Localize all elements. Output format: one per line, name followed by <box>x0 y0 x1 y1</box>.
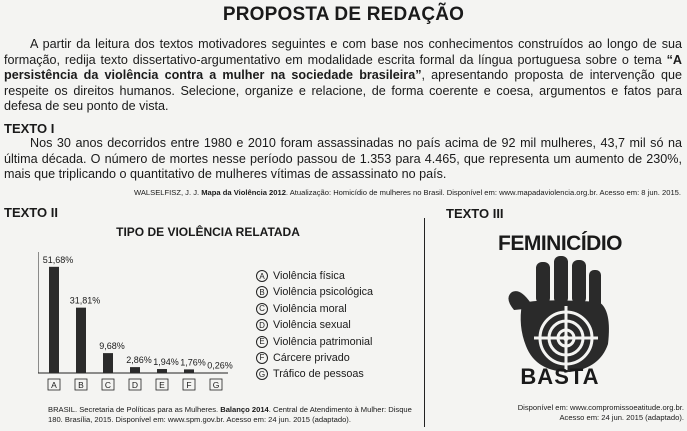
value-label-g: 0,26% <box>207 360 233 371</box>
legend-key: A <box>256 270 268 282</box>
logo-title: FEMINICÍDIO <box>498 232 622 255</box>
category-label-d: D <box>131 380 139 390</box>
legend-key: B <box>256 286 268 298</box>
category-label-e: E <box>159 380 165 390</box>
legend-label: Violência psicológica <box>273 286 374 299</box>
bar-b <box>76 308 86 373</box>
logo-basta: BASTA <box>520 364 600 389</box>
category-label-a: A <box>51 380 57 390</box>
intro-part2: , apresentando proposta de intervenção que respeite os direitos humanos. Selecione, organize e relacione, de forma coerente e coesa, argumentos e fatos para defesa de seu ponto de vista. <box>4 68 682 114</box>
legend-item-a <box>256 268 373 284</box>
bar-g <box>211 372 221 373</box>
bar-e <box>157 369 167 373</box>
legend-key: G <box>256 368 268 380</box>
texto1-source <box>134 188 681 197</box>
legend-label: Violência sexual <box>273 319 351 332</box>
texto1-source-rest: . Atualização: Homicídio de mulheres no Brasil. Disponível em: www.mapadaviolencia.org.br. Acesso em: 8 jun. 2015. <box>285 188 681 197</box>
column-divider <box>424 218 425 427</box>
texto1-source-author: WALSELFISZ, J. J. <box>133 188 202 197</box>
legend-item-f <box>256 350 373 366</box>
texto1-body: Nos 30 anos decorridos entre 1980 e 2010 foram assassinadas no país acima de 92 mil mulheres, 43,7 mil só na última década. O número de mortes nesse período passou de 1.353 para 4.465, que representa um aumento de 230%, mais que triplicando o quantitativo de mulheres vítimas de assassinato no país. <box>4 136 682 182</box>
texto3-source: Disponível em: www.compromissoeatitude.org.br. Acesso em: 24 jun. 2015 (adaptado). <box>517 403 684 422</box>
legend-item-e <box>256 334 373 350</box>
texto1-source-title: Mapa da Violência 2012 <box>201 188 286 197</box>
category-label-f: F <box>186 380 192 390</box>
value-label-f: 1,76% <box>180 357 206 368</box>
legend-key: C <box>256 303 268 315</box>
essay-theme: “A persistência da violência contra a mulher na sociedade brasileira” <box>4 52 682 83</box>
legend-label: Violência patrimonial <box>273 335 373 348</box>
chart-title: TIPO DE VIOLÊNCIA RELATADA <box>116 225 300 239</box>
intro-part1: A partir da leitura dos textos motivadores seguintes e com base nos conhecimentos construídos ao longo de sua formação, redija texto dissertativo-argumentativo em modalidade escrita formal da língua portuguesa sobre o tema <box>4 37 682 67</box>
legend-item-g <box>256 366 373 382</box>
texto1-heading: TEXTO I <box>4 121 55 136</box>
legend-label: Cárcere privado <box>273 351 350 364</box>
texto2-source-pre: BRASIL. Secretaria de Políticas para as Mulheres. <box>48 405 221 414</box>
value-label-b: 31,81% <box>69 295 101 306</box>
value-label-e: 1,94% <box>153 357 179 368</box>
legend-key: D <box>256 319 268 331</box>
category-label-c: C <box>104 380 112 390</box>
legend-item-c <box>256 301 373 317</box>
category-label-g: G <box>212 380 220 390</box>
bar-a <box>49 267 59 373</box>
texto3-heading: TEXTO III <box>446 206 504 221</box>
legend-key: E <box>256 336 268 348</box>
page-title: PROPOSTA DE REDAÇÃO <box>222 4 465 25</box>
texto2-heading: TEXTO II <box>4 205 58 220</box>
value-label-a: 51,68% <box>42 254 74 265</box>
legend-item-b <box>256 284 373 300</box>
target-center <box>563 335 569 341</box>
legend-key: F <box>256 352 268 364</box>
legend-label: Tráfico de pessoas <box>273 368 364 381</box>
texto2-source-rest: . Central de Atendimento à Mulher: Disque 180. Brasília, 2015. Disponível em: www.spm.gov.br. Acesso em: 24 jun. 2015 (adaptado). <box>48 405 412 424</box>
texto2-source-title: Balanço 2014 <box>220 405 269 414</box>
intro-paragraph <box>4 37 682 115</box>
bar-d <box>130 367 140 373</box>
texto2-source <box>48 405 418 425</box>
category-label-b: B <box>78 380 84 390</box>
bar-chart <box>38 238 238 398</box>
legend-label: Violência física <box>273 270 345 282</box>
value-label-c: 9,68% <box>99 341 125 352</box>
legend-item-d <box>256 317 373 333</box>
bar-c <box>103 353 113 373</box>
bar-f <box>184 369 194 373</box>
value-label-d: 2,86% <box>126 355 152 366</box>
legend-label: Violência moral <box>273 302 347 315</box>
chart-legend <box>256 268 373 383</box>
